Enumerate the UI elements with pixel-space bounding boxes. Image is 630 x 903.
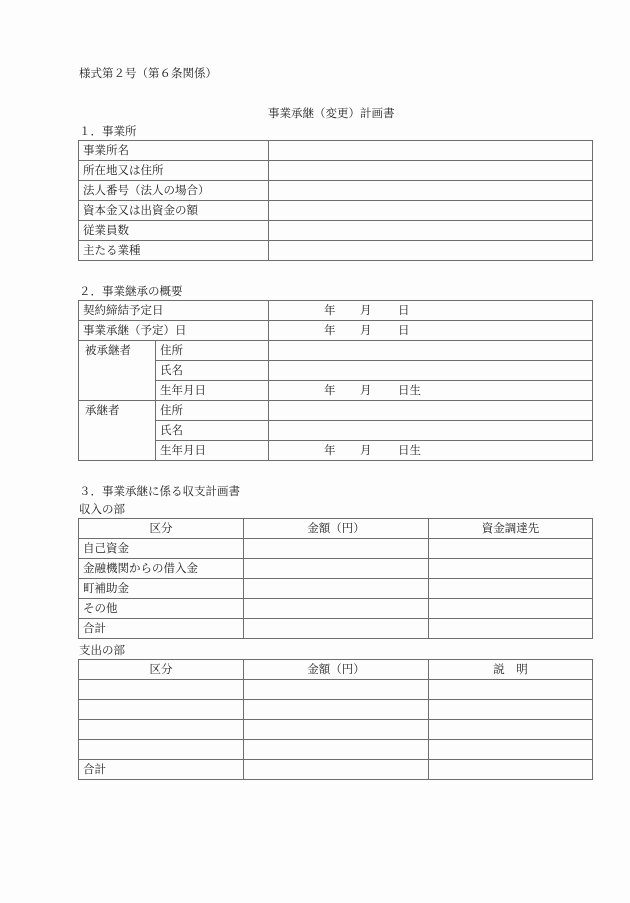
predecessor-address-field[interactable] [269, 341, 593, 361]
table-row [79, 559, 593, 579]
table-row [79, 141, 593, 161]
table-header-row [79, 660, 593, 680]
source-field[interactable] [429, 579, 593, 599]
row-label: 事業所名 [79, 141, 269, 161]
table-row [79, 579, 593, 599]
amount-field[interactable] [244, 539, 429, 559]
table-row [79, 421, 593, 441]
table-row [79, 599, 593, 619]
month-label: 月 [360, 323, 372, 337]
day-label: 日 [398, 303, 410, 317]
row-label: 主たる業種 [79, 241, 269, 261]
section2-heading: ２．事業継承の概要 [79, 284, 183, 298]
amount-field[interactable] [244, 700, 429, 720]
year-label: 年 [324, 323, 336, 337]
table-row [79, 341, 593, 361]
table-row [79, 760, 593, 780]
year-label: 年 [324, 303, 336, 317]
succession-overview-table [78, 300, 593, 461]
description-field[interactable] [429, 740, 593, 760]
month-label: 月 [360, 443, 372, 457]
row-label: 生年月日 [156, 381, 269, 401]
category-cell: 合計 [79, 619, 244, 639]
birth-day-label: 日生 [398, 383, 421, 397]
column-header: 説 明 [429, 660, 593, 680]
row-label: 住所 [156, 341, 269, 361]
table-row [79, 221, 593, 241]
source-field[interactable] [429, 559, 593, 579]
description-field[interactable] [429, 760, 593, 780]
income-table [78, 518, 593, 639]
table-row [79, 181, 593, 201]
table-row [79, 720, 593, 740]
amount-field[interactable] [244, 619, 429, 639]
address-field[interactable] [269, 161, 593, 181]
amount-field[interactable] [244, 720, 429, 740]
corporate-number-field[interactable] [269, 181, 593, 201]
month-label: 月 [360, 303, 372, 317]
source-field[interactable] [429, 619, 593, 639]
category-cell: 金融機関からの借入金 [79, 559, 244, 579]
category-cell: 合計 [79, 760, 244, 780]
row-label: 資本金又は出資金の額 [79, 201, 269, 221]
section1-heading: １．事業所 [79, 124, 137, 138]
category-cell: 自己資金 [79, 539, 244, 559]
table-row [79, 361, 593, 381]
amount-field[interactable] [244, 559, 429, 579]
income-subheading: 収入の部 [79, 502, 125, 516]
successor-name-field[interactable] [269, 421, 593, 441]
industry-field[interactable] [269, 241, 593, 261]
table-row [79, 539, 593, 559]
column-header: 金額（円） [244, 519, 429, 539]
form-number: 様式第２号（第６条関係） [79, 66, 217, 80]
category-field[interactable] [79, 680, 244, 700]
capital-field[interactable] [269, 201, 593, 221]
table-row [79, 441, 593, 461]
row-label: 氏名 [156, 421, 269, 441]
amount-field[interactable] [244, 579, 429, 599]
day-label: 日 [398, 323, 410, 337]
row-label: 従業員数 [79, 221, 269, 241]
column-header: 区分 [79, 519, 244, 539]
business-office-table [78, 140, 593, 261]
amount-field[interactable] [244, 680, 429, 700]
column-header: 資金調達先 [429, 519, 593, 539]
document-title: 事業承継（変更）計画書 [268, 106, 395, 120]
source-field[interactable] [429, 599, 593, 619]
source-field[interactable] [429, 539, 593, 559]
category-field[interactable] [79, 720, 244, 740]
table-row [79, 301, 593, 321]
employees-field[interactable] [269, 221, 593, 241]
row-label: 住所 [156, 401, 269, 421]
category-cell: 町補助金 [79, 579, 244, 599]
amount-field[interactable] [244, 599, 429, 619]
row-label: 所在地又は住所 [79, 161, 269, 181]
table-row [79, 161, 593, 181]
predecessor-label: 被承継者 [79, 341, 156, 401]
column-header: 金額（円） [244, 660, 429, 680]
category-cell: その他 [79, 599, 244, 619]
table-row [79, 381, 593, 401]
expense-subheading: 支出の部 [79, 643, 125, 657]
category-field[interactable] [79, 700, 244, 720]
year-label: 年 [324, 443, 336, 457]
row-label: 法人番号（法人の場合） [79, 181, 269, 201]
successor-birthdate-field[interactable] [269, 441, 593, 461]
succession-date-field[interactable] [269, 321, 593, 341]
column-header: 区分 [79, 660, 244, 680]
predecessor-name-field[interactable] [269, 361, 593, 381]
amount-field[interactable] [244, 760, 429, 780]
section3-heading: ３．事業承継に係る収支計画書 [79, 484, 240, 498]
succession-date-label: 事業承継（予定）日 [79, 321, 269, 341]
table-row [79, 700, 593, 720]
successor-address-field[interactable] [269, 401, 593, 421]
contract-date-label: 契約締結予定日 [79, 301, 269, 321]
successor-label: 承継者 [79, 401, 156, 461]
table-row [79, 619, 593, 639]
table-row [79, 321, 593, 341]
table-row [79, 740, 593, 760]
contract-date-field[interactable] [269, 301, 593, 321]
description-field[interactable] [429, 720, 593, 740]
category-field[interactable] [79, 740, 244, 760]
table-row [79, 680, 593, 700]
amount-field[interactable] [244, 740, 429, 760]
row-label: 生年月日 [156, 441, 269, 461]
table-header-row [79, 519, 593, 539]
table-row [79, 401, 593, 421]
predecessor-birthdate-field[interactable] [269, 381, 593, 401]
expense-table [78, 659, 593, 780]
year-label: 年 [324, 383, 336, 397]
table-row [79, 241, 593, 261]
table-row [79, 201, 593, 221]
office-name-field[interactable] [269, 141, 593, 161]
description-field[interactable] [429, 680, 593, 700]
month-label: 月 [360, 383, 372, 397]
description-field[interactable] [429, 700, 593, 720]
row-label: 氏名 [156, 361, 269, 381]
birth-day-label: 日生 [398, 443, 421, 457]
